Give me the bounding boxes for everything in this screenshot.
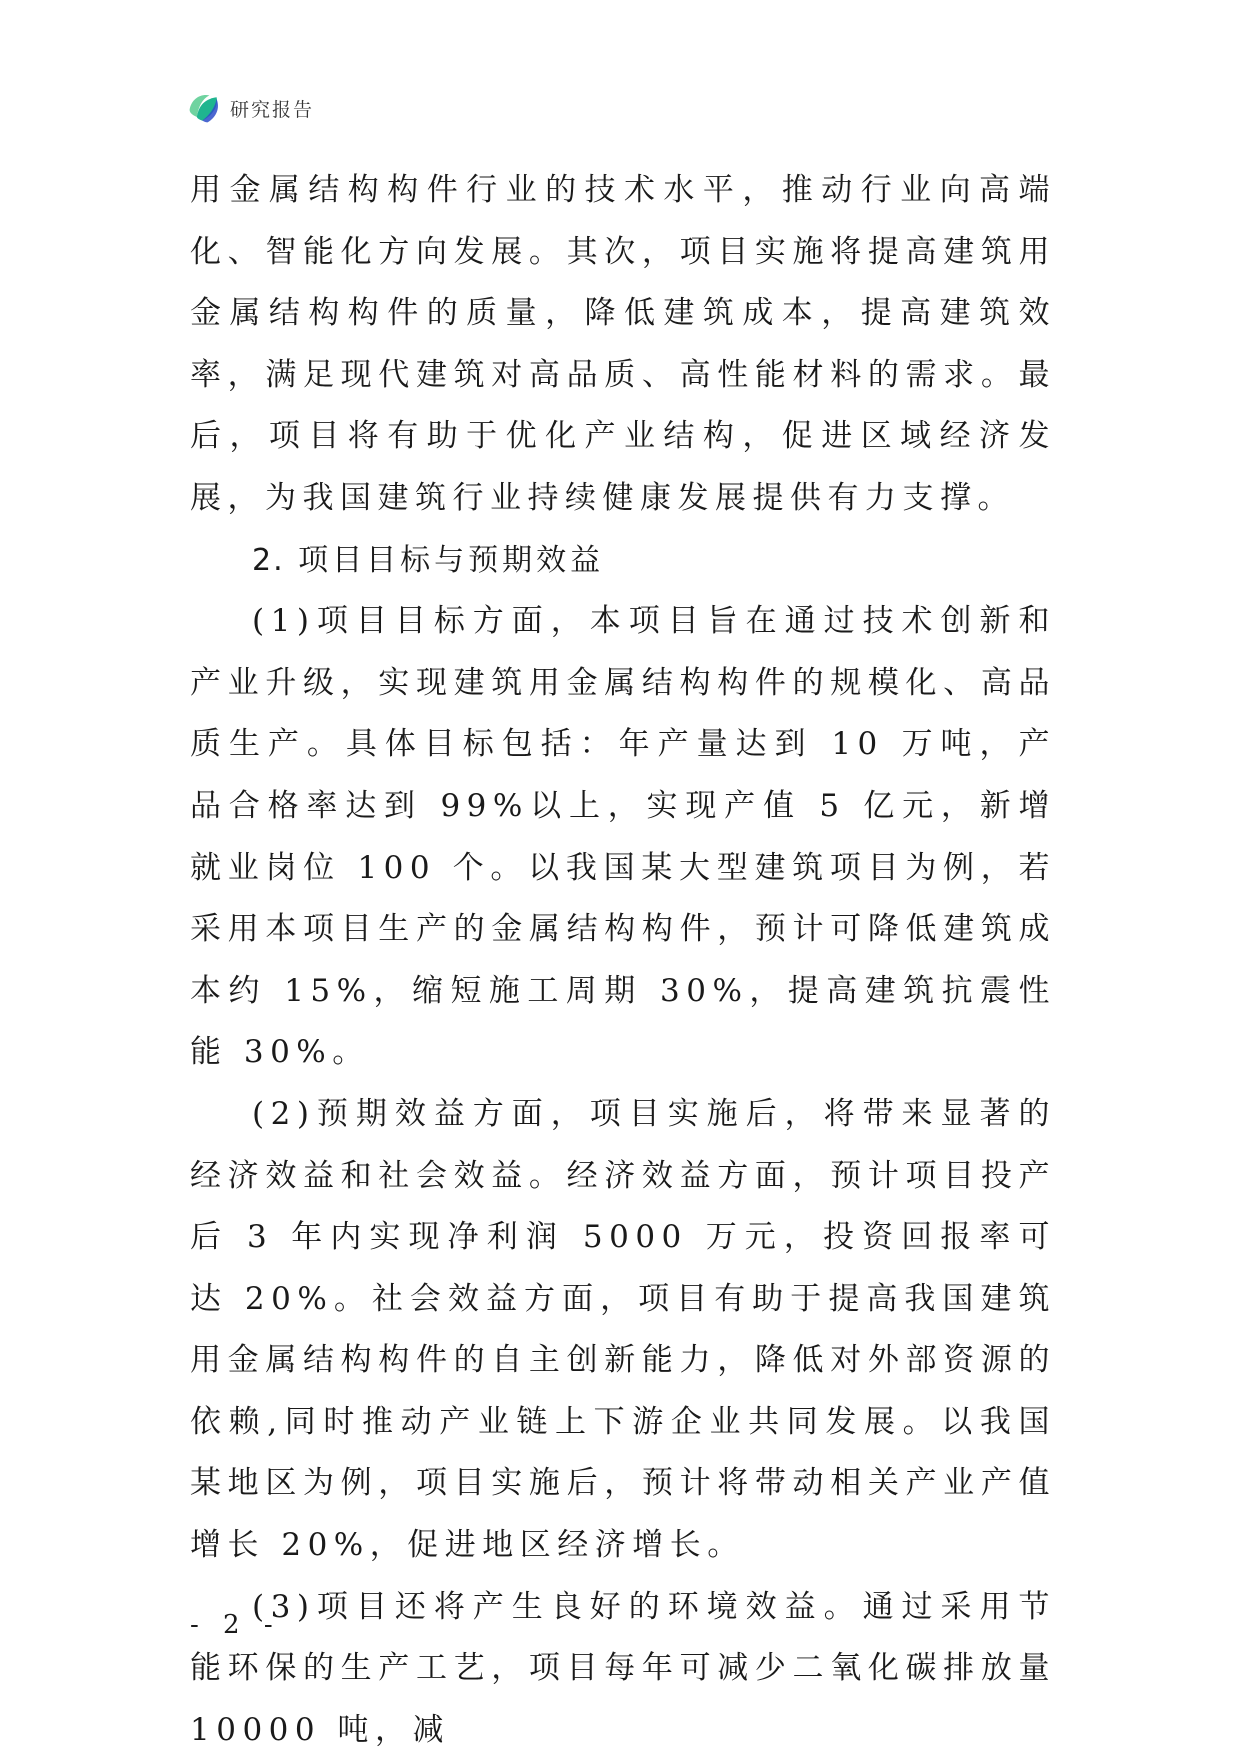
page-number: - 2 - bbox=[190, 1610, 281, 1640]
paragraph-project-goals: (1)项目目标方面，本项目旨在通过技术创新和产业升级，实现建筑用金属结构构件的规模化、高品质生产。具体目标包括：年产量达到 10 万吨，产品合格率达到 99%以上，实现产值 5 亿元，新增就业岗位 100 个。以我国某大型建筑项目为例，若采用本项目生产的金属结构构件，预计可降低建筑成本约 15%，缩短施工周期 30%，提高建筑抗震性能 30%。 bbox=[190, 603, 1056, 1071]
section-heading-number: 2. bbox=[252, 542, 285, 578]
paragraph-expected-benefits: (2)预期效益方面，项目实施后，将带来显著的经济效益和社会效益。经济效益方面，预计项目投产后 3 年内实现净利润 5000 万元，投资回报率可达 20%。社会效益方面，项目有助于提高我国建筑用金属结构构件的自主创新能力，降低对外部资源的依赖,同时推动产业链上下游企业共同发展。以我国某地区为例，项目实施后，预计将带动相关产业产值增长 20%，促进地区经济增长。 bbox=[190, 1095, 1056, 1564]
section-heading bbox=[190, 530, 1056, 592]
header-title: 研究报告 bbox=[230, 98, 315, 121]
paragraph-intro-continuation: 用金属结构构件行业的技术水平，推动行业向高端化、智能化方向发展。其次，项目实施将提高建筑用金属结构构件的质量，降低建筑成本，提高建筑效率，满足现代建筑对高品质、高性能材料的需求。最后，项目将有助于优化产业结构，促进区域经济发展，为我国建筑行业持续健康发展提供有力支撑。 bbox=[190, 172, 1056, 516]
document-body bbox=[190, 160, 1056, 1761]
leaf-logo-icon bbox=[186, 90, 222, 126]
section-heading-text: 项目目标与预期效益 bbox=[298, 542, 605, 578]
paragraph-environmental-benefits: (3)项目还将产生良好的环境效益。通过采用节能环保的生产工艺，项目每年可减少二氧化碳排放量 10000 吨，减 bbox=[190, 1588, 1056, 1748]
report-header bbox=[186, 88, 314, 128]
